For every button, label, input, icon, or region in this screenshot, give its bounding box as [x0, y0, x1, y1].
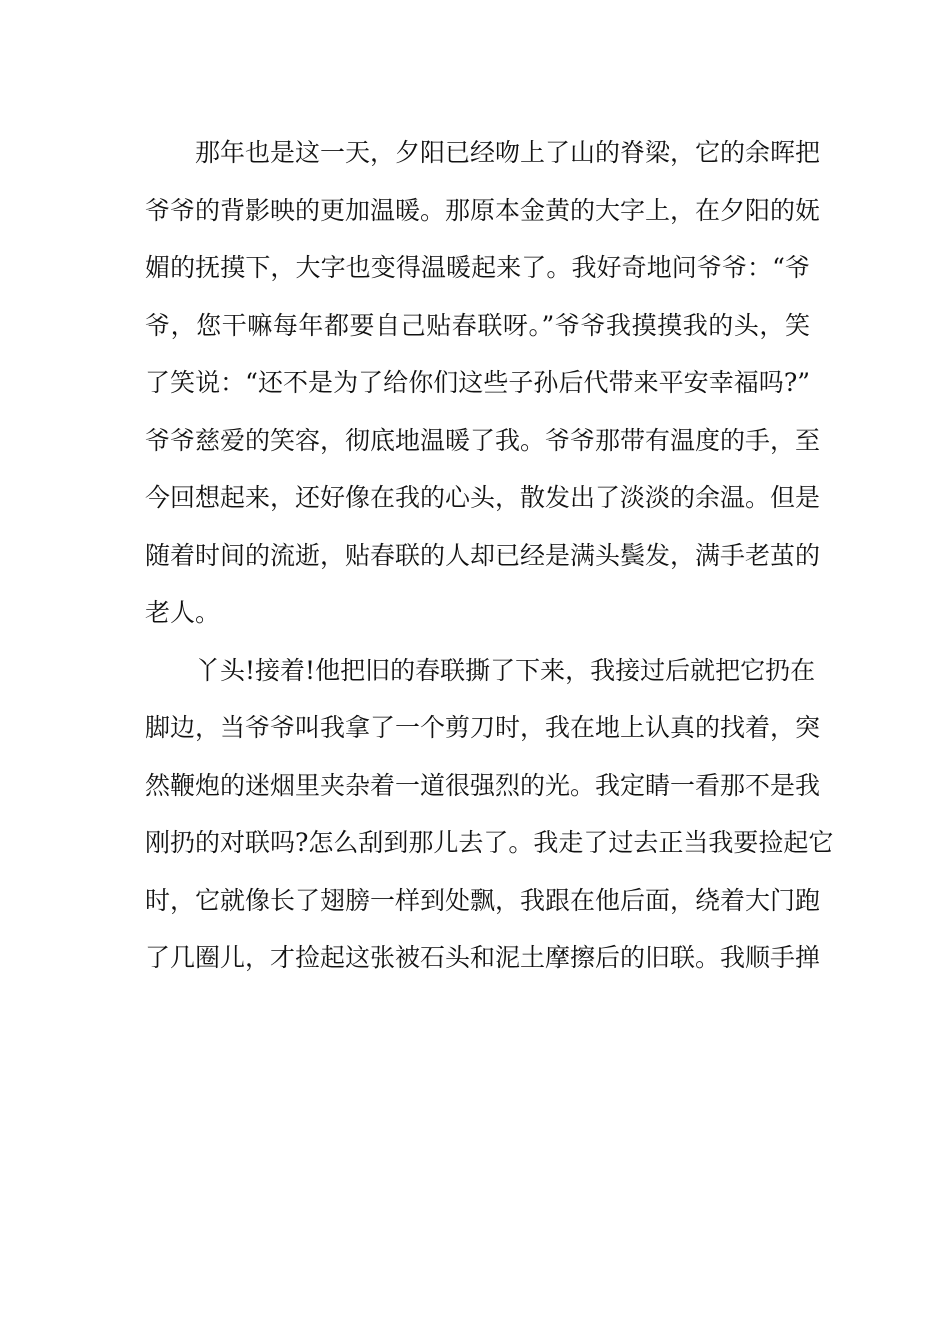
- text-line: 脚边，当爷爷叫我拿了一个剪刀时，我在地上认真的找着，突: [145, 713, 821, 742]
- text-line: 那年也是这一天，夕阳已经吻上了山的脊梁，它的余晖把: [195, 138, 821, 167]
- text-line: 了笑说：“还不是为了给你们这些子孙后代带来平安幸福吗?”: [145, 368, 810, 397]
- paragraph-1: [145, 130, 821, 648]
- text-line: 随着时间的流逝，贴春联的人却已经是满头鬓发，满手老茧的: [145, 540, 821, 570]
- document-body: [145, 130, 834, 993]
- text-line: 老人。: [145, 598, 221, 627]
- text-line: 时，它就像长了翅膀一样到处飘，我跟在他后面，绕着大门跑: [145, 885, 821, 915]
- text-line: 今回想起来，还好像在我的心头，散发出了淡淡的余温。但是: [145, 483, 821, 512]
- text-line: 了几圈儿，才捡起这张被石头和泥土摩擦后的旧联。我顺手掸: [145, 943, 821, 972]
- text-line: 爷，您干嘛每年都要自己贴春联呀。”爷爷我摸摸我的头，笑: [145, 310, 810, 340]
- text-line: 爷爷慈爱的笑容，彻底地温暖了我。爷爷那带有温度的手，至: [145, 425, 821, 455]
- text-line: 丫头!接着!他把旧的春联撕了下来，我接过后就把它扔在: [195, 655, 816, 685]
- text-line: 媚的抚摸下，大字也变得温暖起来了。我好奇地问爷爷：“爷: [145, 253, 810, 282]
- text-line: 爷爷的背影映的更加温暖。那原本金黄的大字上，在夕阳的妩: [145, 195, 821, 225]
- text-line: 刚扔的对联吗?怎么刮到那儿去了。我走了过去正当我要捡起它: [145, 828, 834, 857]
- text-line: 然鞭炮的迷烟里夹杂着一道很强烈的光。我定睛一看那不是我: [145, 770, 821, 800]
- paragraph-2: [145, 648, 834, 993]
